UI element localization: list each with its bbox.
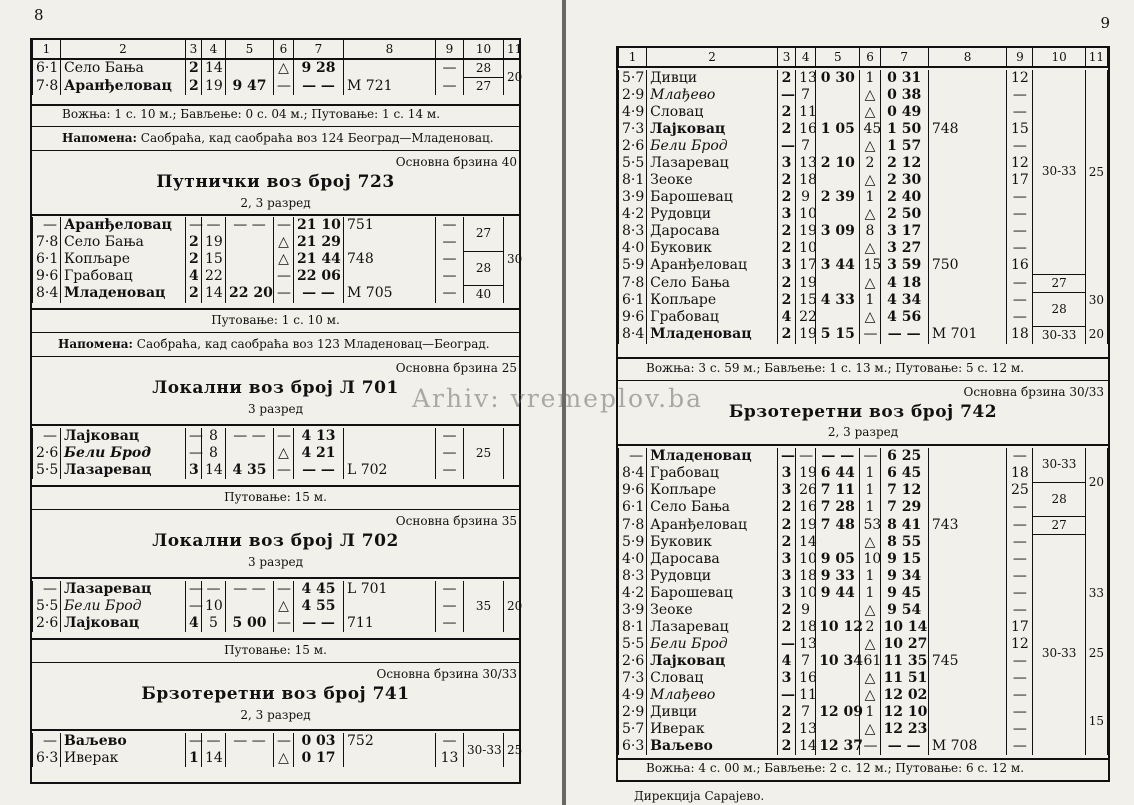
table-row: 7·3 Словац 3 16 △ 11 51 — [619, 670, 1108, 687]
table-row: 5·5 Лазаревац 3 14 4 35 — — — L 702 — [33, 462, 520, 479]
speed-741: Основна брзина 30/33 [376, 667, 517, 681]
rule [32, 577, 519, 579]
title-train-742: Брзотеретни воз број 742 [728, 402, 998, 422]
summary-723: Путовање: 1 с. 10 м. [211, 313, 340, 327]
table-row: 8·4 Грабовац 3 19 6 44 1 6 45 18 [619, 465, 1108, 482]
table-row: 4·2 Барошевац 3 10 9 44 1 9 45 — [619, 585, 1108, 602]
right-page-frame [616, 46, 1110, 782]
right-block1-table [618, 48, 1108, 68]
table-row: 5·5 Лазаревац 3 13 2 10 2 2 12 12 [619, 155, 1108, 172]
table-row: 6·1 Копљаре 2 15 △ 21 44 748 — 28 [33, 251, 520, 268]
rule [32, 104, 519, 106]
page-number-left: 8 [34, 6, 44, 24]
table-row: 6·3 Иверак 1 14 △ 0 17 13 [33, 750, 520, 767]
rule [32, 424, 519, 426]
speed-l701: Основна брзина 25 [395, 361, 517, 375]
watermark: Arhiv: vremeplov.ba [412, 384, 704, 413]
right-block1-rows [618, 70, 1108, 344]
table-row: 4·0 Даросава 3 10 9 05 10 9 15 — [619, 551, 1108, 568]
classes-742: 2, 3 разред [827, 425, 899, 439]
table-row: 5·5 Бели Брод — 10 △ 4 55 — [33, 598, 520, 615]
table-row: 5·7 Дивци 2 13 0 30 1 0 31 12 30-33 25 [619, 70, 1108, 87]
train-741-table [32, 733, 523, 767]
block1-summary: Вожња: 1 с. 10 м.; Бављење: 0 с. 04 м.; Путовање: 1 с. 14 м. [62, 107, 441, 121]
table-row: 6·1 Село Бања 2 16 7 28 1 7 29 — [619, 499, 1108, 516]
rule [32, 509, 519, 510]
speed-742: Основна брзина 30/33 [963, 385, 1104, 399]
rule [618, 380, 1108, 381]
rule [32, 638, 519, 640]
summary-742: Вожња: 4 с. 00 м.; Бављење: 2 с. 12 м.; Путовање: 6 с. 12 м. [646, 761, 1025, 775]
table-row: — Младеновац — — — — — 6 25 — 30-33 20 [619, 448, 1108, 465]
rule [32, 150, 519, 151]
speed-723: Основна брзина 40 [395, 155, 517, 169]
rule [32, 356, 519, 357]
classes-l702: 3 разред [247, 555, 303, 569]
summary-block1-right: Вожња: 3 с. 59 м.; Бављење: 1 с. 13 м.; Путовање: 5 с. 12 м. [646, 361, 1025, 375]
table-row: 4·0 Буковик 2 10 △ 3 27 — [619, 240, 1108, 257]
table-row: 5·9 Буковик 2 14 △ 8 55 — [619, 534, 1108, 551]
title-train-l702: Локални воз број Л 702 [152, 531, 399, 551]
table-row: 9·6 Грабовац 4 22 △ 4 56 — [619, 309, 1108, 326]
table-row: — Лазаревац — — — — — 4 45 L 701 — 35 20 [33, 581, 520, 598]
table-row: 7·8 Аранђеловац 2 19 9 47 — — — М 721 — 27 [33, 78, 520, 96]
table-row: 6·1 Копљаре 2 15 4 33 1 4 34 — 28 [619, 292, 1108, 309]
train-723-table [32, 217, 523, 303]
column-header-row: 1 2 3 4 5 6 7 8 9 10 11 [619, 48, 1108, 67]
table-row: 2·9 Дивци 2 7 12 09 1 12 10 — [619, 704, 1108, 721]
table-row: 8·1 Зеоке 2 18 △ 2 30 17 [619, 172, 1108, 189]
rule [618, 758, 1108, 760]
table-row: 4·2 Рудовци 3 10 △ 2 50 — [619, 206, 1108, 223]
table-row: 8·1 Лазаревац 2 18 10 12 2 10 14 17 25 [619, 619, 1108, 636]
table-row: 4·9 Словац 2 11 △ 0 49 — [619, 104, 1108, 121]
table-row: 2·9 Млађево — 7 △ 0 38 — [619, 87, 1108, 104]
title-train-723: Путнички воз број 723 [156, 172, 395, 192]
table-row: 7·3 Лајковац 2 16 1 05 45 1 50 748 15 [619, 121, 1108, 138]
table-row: — Лајковац — 8 — — — 4 13 — 25 [33, 428, 520, 445]
note-723-before: Напомена: Саобраћа, кад саобраћа воз 124 Београд—Младеновац. [62, 131, 494, 145]
table-row: 7·8 Аранђеловац 2 19 7 48 53 8 41 743 — 27 [619, 516, 1108, 534]
classes-741: 2, 3 разред [240, 708, 311, 722]
table-row: 7·8 Село Бања 2 19 △ 21 29 — [33, 234, 520, 251]
table-row: 5·9 Аранђеловац 3 17 3 44 15 3 59 750 16 [619, 257, 1108, 274]
table-row: 6·3 Ваљево 2 14 12 37 — — — М 708 — [619, 738, 1108, 755]
note-723: Напомена: Саобраћа, кад саобраћа воз 123 Младеновац—Београд. [58, 337, 490, 351]
table-row: 2·6 Бели Брод — 8 △ 4 21 — [33, 445, 520, 462]
title-train-l701: Локални воз број Л 701 [152, 378, 399, 398]
table-row: 5·7 Иверак 2 13 △ 12 23 — [619, 721, 1108, 738]
table-row: 8·4 Младеновац 2 14 22 20 — — — М 705 — 40 [33, 285, 520, 303]
table-row: 8·3 Рудовци 3 18 9 33 1 9 34 — 33 [619, 568, 1108, 585]
train-l701-table [32, 428, 520, 479]
rule [618, 357, 1108, 359]
table-row: 8·4 Младеновац 2 19 5 15 — — — М 701 18 30-33 20 [619, 326, 1108, 344]
rule [32, 214, 519, 216]
table-row: 3·9 Барошевац 2 9 2 39 1 2 40 — [619, 189, 1108, 206]
table-row: 8·3 Даросава 2 19 3 09 8 3 17 — [619, 223, 1108, 240]
page-number-right: 9 [1100, 14, 1110, 32]
title-train-741: Брзотеретни воз број 741 [141, 684, 410, 704]
classes-l701: 3 разред [247, 402, 303, 416]
rule [32, 126, 519, 127]
train-742-table [618, 448, 1108, 755]
summary-l702: Путовање: 15 м. [224, 643, 327, 657]
table-row: 2·6 Лајковац 4 5 5 00 — — — 711 — [33, 615, 520, 632]
rule [32, 485, 519, 487]
table-row: 2·6 Лајковац 4 7 10 34 61 11 35 745 — [619, 653, 1108, 670]
rule [32, 332, 519, 333]
left-block1-table [32, 40, 523, 95]
rule [32, 308, 519, 310]
footer-directorate: Дирекција Сарајево. [634, 789, 765, 803]
speed-l702: Основна брзина 35 [395, 514, 517, 528]
rule [32, 662, 519, 663]
table-row: 5·5 Бели Брод — 13 △ 10 27 12 30-33 [619, 636, 1108, 653]
rule [32, 729, 519, 731]
classes-723: 2, 3 разред [240, 196, 311, 210]
table-row: 6·1 Село Бања 2 14 △ 9 28 — 28 20 [33, 59, 520, 78]
table-row: 9·6 Грабовац 4 22 — 22 06 — [33, 268, 520, 285]
table-row: 9·6 Копљаре 3 26 7 11 1 7 12 25 28 [619, 482, 1108, 499]
table-row: 2·6 Бели Брод — 7 △ 1 57 — [619, 138, 1108, 155]
table-row: 4·9 Млађево — 11 △ 12 02 — 15 [619, 687, 1108, 704]
table-row: 3·9 Зеоке 2 9 △ 9 54 — [619, 602, 1108, 619]
column-header-row: 1 2 3 4 5 6 7 8 9 10 11 [33, 40, 520, 59]
rule [618, 444, 1108, 446]
table-row: 7·8 Село Бања 2 19 △ 4 18 — 27 30 [619, 274, 1108, 292]
table-row: — Аранђеловац — — — — — 21 10 751 — 27 30 [33, 217, 520, 234]
summary-l701: Путовање: 15 м. [224, 490, 327, 504]
train-l702-table [32, 581, 523, 632]
table-row: — Ваљево — — — — — 0 03 752 — 30-33 25 [33, 733, 520, 750]
